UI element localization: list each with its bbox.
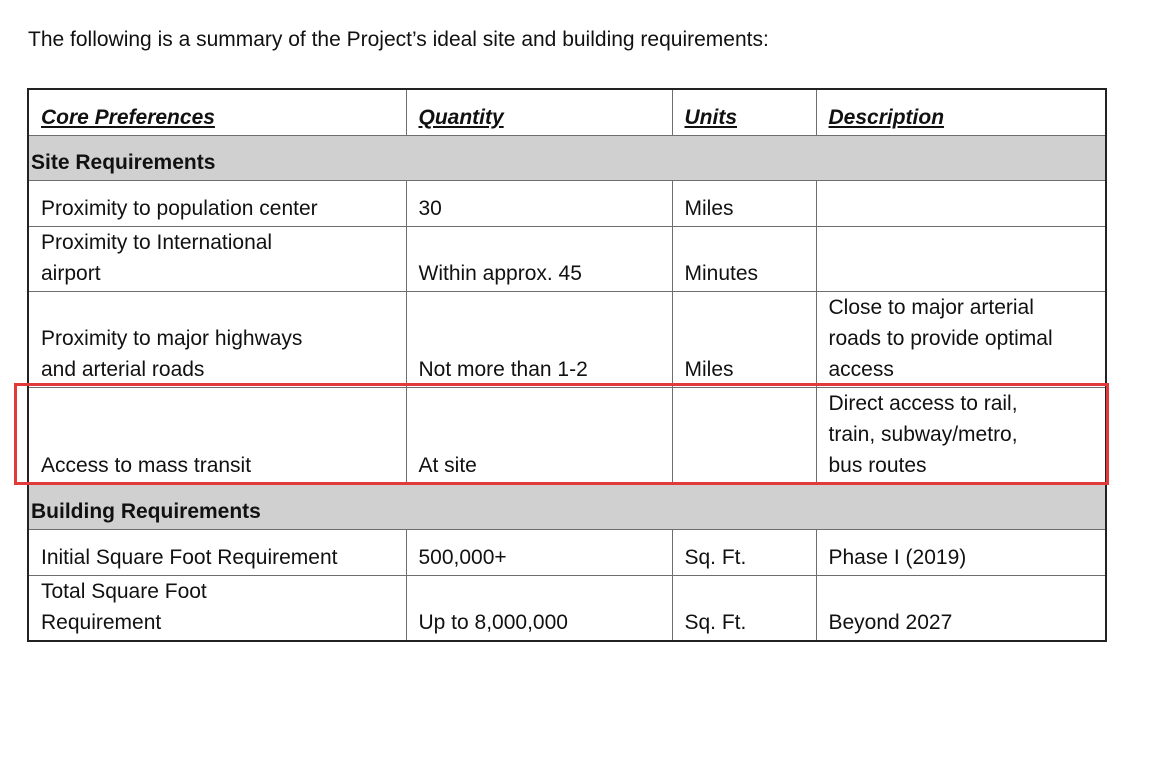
units-cell: Sq. Ft.: [672, 529, 816, 575]
description-cell: [816, 387, 1106, 483]
quantity-cell: At site: [406, 387, 672, 483]
cell-line: roads to provide optimal: [828, 326, 1053, 350]
cell-line: Beyond 2027: [828, 610, 953, 634]
header-description: Description: [816, 89, 1106, 135]
table-row: [28, 291, 1106, 387]
requirements-table: [27, 88, 1107, 642]
header-quantity: Quantity: [406, 89, 672, 135]
units-cell: [672, 387, 816, 483]
cell-line: Close to major arterial: [828, 295, 1034, 319]
description-cell: [816, 575, 1106, 641]
description-cell: [816, 226, 1106, 291]
section-title-building: Building Requirements: [28, 483, 1106, 529]
units-cell: Sq. Ft.: [672, 575, 816, 641]
building-requirements-section: [28, 483, 1106, 529]
core-cell: [28, 387, 406, 483]
cell-line: Total Square Foot: [41, 579, 207, 603]
cell-line: bus routes: [828, 453, 927, 477]
quantity-cell: 500,000+: [406, 529, 672, 575]
quantity-cell: 30: [406, 180, 672, 226]
table-row: [28, 180, 1106, 226]
cell-line: Requirement: [41, 610, 162, 634]
units-cell: Minutes: [672, 226, 816, 291]
cell-line: Proximity to major highways: [41, 326, 303, 350]
cell-line: train, subway/metro,: [828, 422, 1018, 446]
cell-line: Proximity to population center: [41, 196, 318, 220]
description-cell: [816, 180, 1106, 226]
core-cell: [28, 291, 406, 387]
table-row: [28, 226, 1106, 291]
header-units: Units: [672, 89, 816, 135]
table-header-row: [28, 89, 1106, 135]
quantity-cell: Within approx. 45: [406, 226, 672, 291]
units-cell: Miles: [672, 291, 816, 387]
table-row: [28, 387, 1106, 483]
intro-text: The following is a summary of the Project’s ideal site and building requirements:: [28, 28, 769, 51]
table-row: [28, 529, 1106, 575]
cell-line: Access to mass transit: [41, 453, 252, 477]
quantity-cell: Up to 8,000,000: [406, 575, 672, 641]
core-cell: [28, 180, 406, 226]
description-cell: [816, 291, 1106, 387]
cell-line: Direct access to rail,: [828, 391, 1018, 415]
cell-line: Phase I (2019): [828, 545, 967, 569]
description-cell: [816, 529, 1106, 575]
units-cell: Miles: [672, 180, 816, 226]
quantity-cell: Not more than 1-2: [406, 291, 672, 387]
cell-line: and arterial roads: [41, 357, 205, 381]
cell-line: airport: [41, 261, 101, 285]
site-requirements-section: [28, 135, 1106, 180]
core-cell: [28, 529, 406, 575]
table-row: [28, 575, 1106, 641]
cell-line: access: [828, 357, 894, 381]
header-core-preferences: Core Preferences: [28, 89, 406, 135]
section-title-site: Site Requirements: [28, 135, 1106, 180]
cell-line: Initial Square Foot Requirement: [41, 545, 338, 569]
core-cell: [28, 226, 406, 291]
core-cell: [28, 575, 406, 641]
cell-line: Proximity to International: [41, 230, 273, 254]
